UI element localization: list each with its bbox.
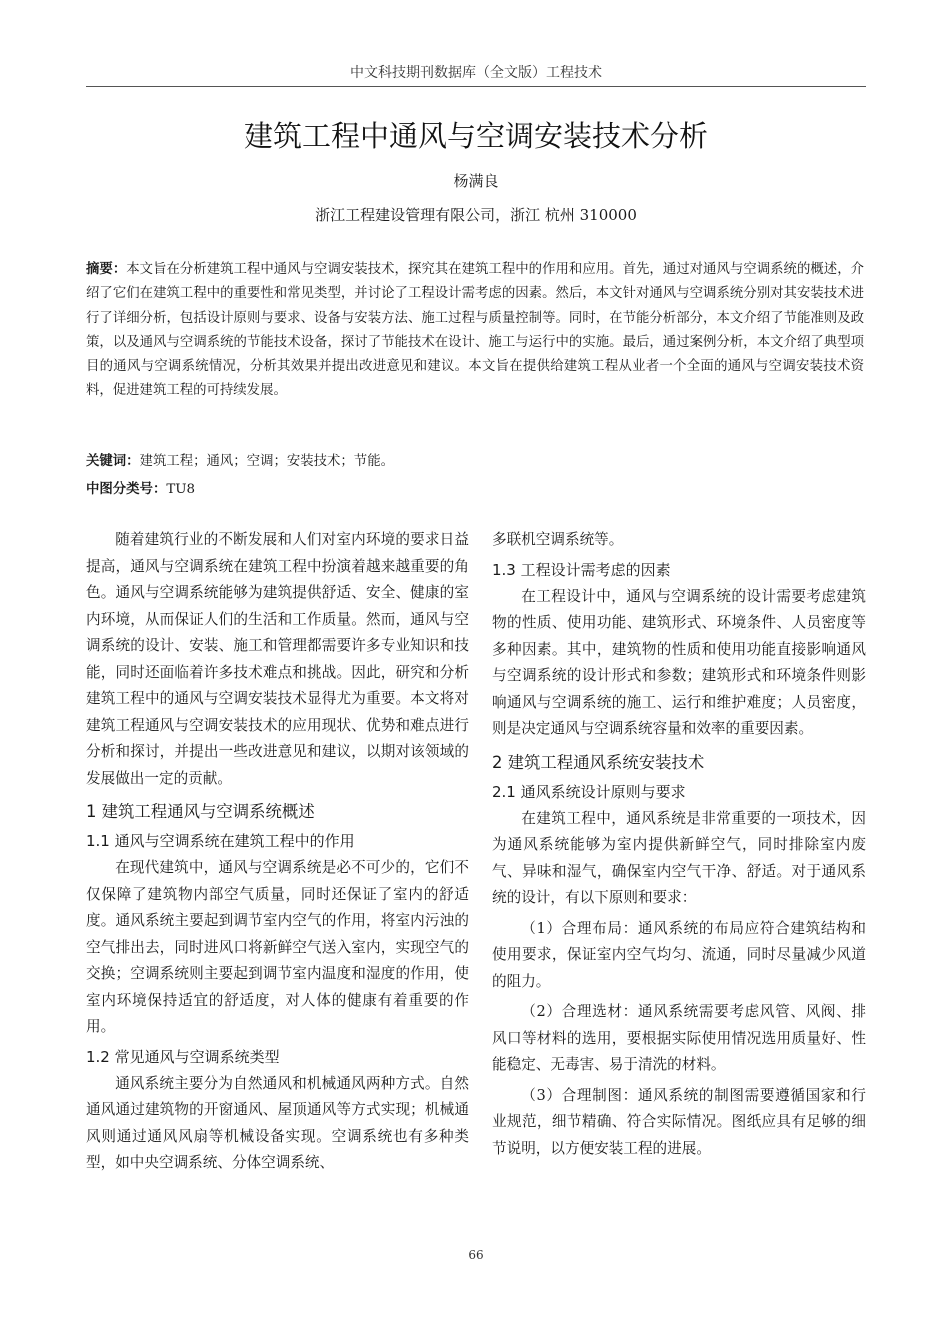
list-item-2: （2）合理选材：通风系统需要考虑风管、风阀、排风口等材料的选用，要根据实际使用情况选用质量好、性能稳定、无毒害、易于清洗的材料。 (492, 1003, 866, 1073)
running-header: 中文科技期刊数据库（全文版）工程技术 (350, 65, 602, 81)
section-1-1-heading: 1.1 通风与空调系统在建筑工程中的作用 (86, 832, 355, 850)
classification-number (86, 478, 864, 497)
section-1-1-paragraph: 在现代建筑中，通风与空调系统是必不可少的，它们不仅保障了建筑物内部空气质量，同时还保证了室内的舒适度。通风系统主要起到调节室内空气的作用，将室内污浊的空气排出去，同时进风口将新鲜空气送入室内，实现空气的交换；空调系统则主要起到调节室内温度和湿度的作用，使室内环境保持适宜的舒适度，对人体的健康有着重要的作用。 (86, 859, 469, 1035)
keywords-text: 建筑工程；通风；空调；安装技术；节能。 (139, 454, 394, 469)
section-1-heading: 1 建筑工程通风与空调系统概述 (86, 802, 315, 821)
keywords-label: 关键词： (86, 454, 140, 469)
clc-label: 中图分类号： (86, 482, 167, 497)
section-1-2-heading: 1.2 常见通风与空调系统类型 (86, 1047, 280, 1066)
section-1-3-heading: 1.3 工程设计需考虑的因素 (492, 560, 671, 579)
list-item-1: （1）合理布局：通风系统的布局应符合建筑结构和使用要求，保证室内空气均匀、流通，同时尽量减少风道的阻力。 (492, 919, 866, 990)
right-column (492, 527, 866, 1162)
section-1-3-paragraph: 在工程设计中，通风与空调系统的设计需要考虑建筑物的性质、使用功能、建筑形式、环境条件、人员密度等多种因素。其中，建筑物的性质和使用功能直接影响通风与空调系统的设计形式和参数；建筑形式和环境条件则影响通风与空调系统的施工、运行和维护难度；人员密度，则是决定通风与空调系统容量和效率的重要因素。 (492, 587, 866, 737)
affiliation: 浙江工程建设管理有限公司，浙江 杭州 310000 (315, 206, 637, 224)
section-1-2-continuation: 多联机空调系统等。 (492, 531, 624, 548)
section-1-2-paragraph: 通风系统主要分为自然通风和机械通风两种方式。自然通风通过建筑物的开窗通风、屋顶通风等方式实现；机械通风则通过通风风扇等机械设备实现。空调系统也有多种类型，如中央空调系统、分体空调系统、 (86, 1074, 469, 1171)
keywords (86, 450, 864, 469)
page-number: 66 (468, 1248, 484, 1262)
abstract (86, 258, 864, 404)
abstract-label: 摘要： (86, 262, 127, 277)
section-2-1-paragraph: 在建筑工程中，通风系统是非常重要的一项技术，因为通风系统能够为室内提供新鲜空气，同时排除室内废气、异味和湿气，确保室内空气干净、舒适。对于通风系统的设计，有以下原则和要求： (492, 809, 866, 906)
author: 杨满良 (453, 172, 499, 190)
left-column (86, 527, 469, 1177)
header-rule (86, 86, 866, 87)
clc-text: TU8 (166, 482, 196, 497)
paper-title: 建筑工程中通风与空调安装技术分析 (243, 119, 708, 153)
list-item-3: （3）合理制图：通风系统的制图需要遵循国家和行业规范，细节精确、符合实际情况。图纸应具有足够的细节说明，以方便安装工程的进展。 (492, 1086, 866, 1157)
abstract-text: 本文旨在分析建筑工程中通风与空调安装技术，探究其在建筑工程中的作用和应用。首先，通过对通风与空调系统的概述，介绍了它们在建筑工程中的重要性和常见类型，并讨论了工程设计需考虑的因素。然后，本文针对通风与空调系统分别对其安装技术进行了详细分析，包括设计原则与要求、设备与安装方法、施工过程与质量控制等。同时，在节能分析部分，本文介绍了节能准则及政策，以及通风与空调系统的节能技术设备，探讨了节能技术在设计、施工与运行中的实施。最后，通过案例分析，本文介绍了典型项目的通风与空调系统情况，分析其效果并提出改进意见和建议。本文旨在提供给建筑工程从业者一个全面的通风与空调安装技术资料，促进建筑工程的可持续发展。 (86, 262, 865, 399)
section-2-heading: 2 建筑工程通风系统安装技术 (492, 752, 705, 772)
section-2-1-heading: 2.1 通风系统设计原则与要求 (492, 782, 686, 801)
intro-paragraph: 随着建筑行业的不断发展和人们对室内环境的要求日益提高，通风与空调系统在建筑工程中扮演着越来越重要的角色。通风与空调系统能够为建筑提供舒适、安全、健康的室内环境，从而保证人们的生活和工作质量。然而，通风与空调系统的设计、安装、施工和管理都需要许多专业知识和技能，同时还面临着许多技术难点和挑战。因此，研究和分析建筑工程中的通风与空调安装技术显得尤为重要。本文将对建筑工程通风与空调安装技术的应用现状、优势和难点进行分析和探讨，并提出一些改进意见和建议，以期对该领域的发展做出一定的贡献。 (86, 531, 469, 787)
